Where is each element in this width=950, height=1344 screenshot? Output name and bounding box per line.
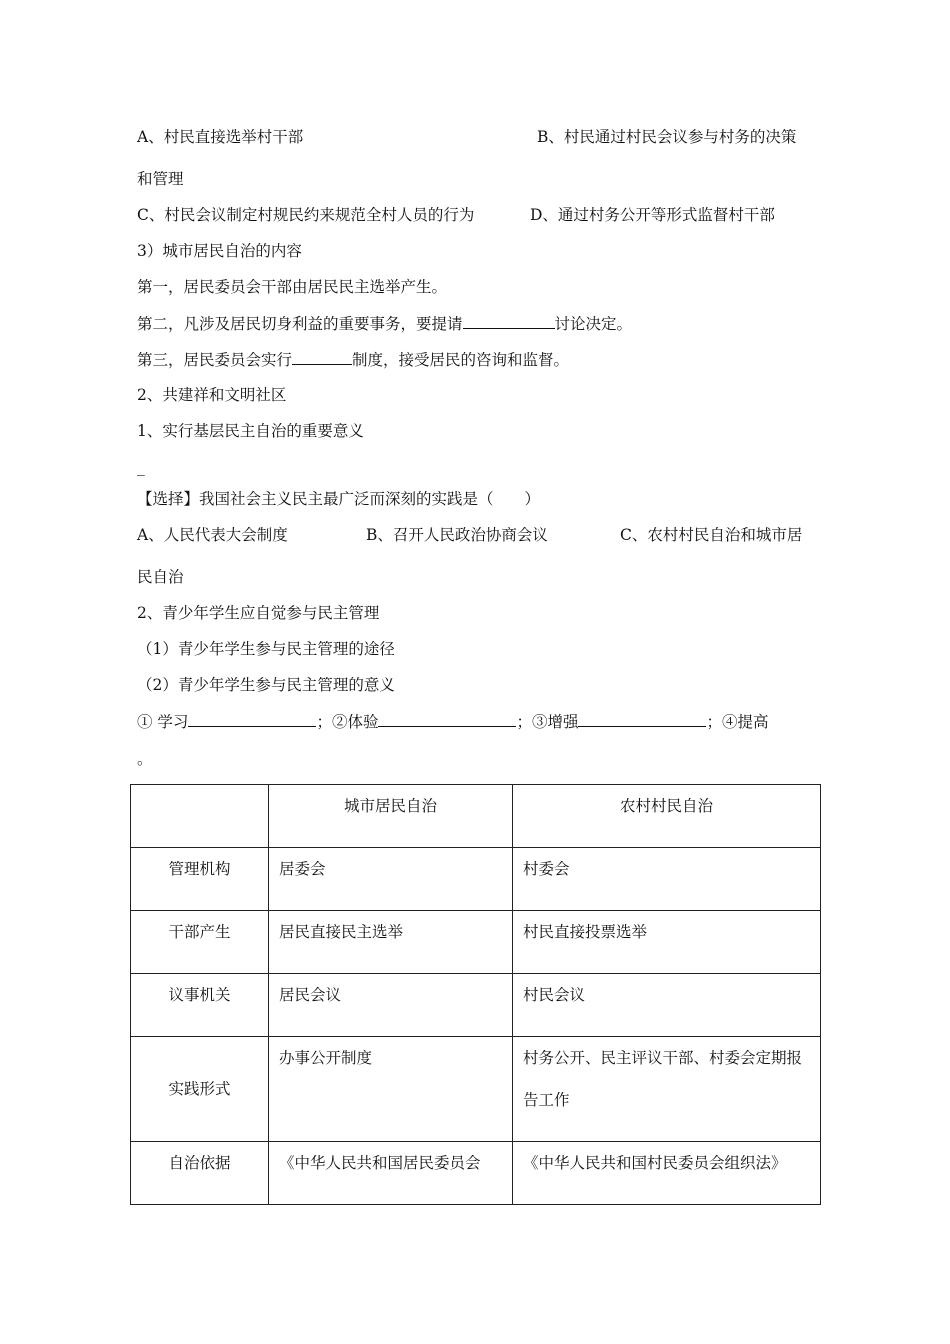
q1-option-b: B、村民通过村民会议参与村务的决策 (537, 128, 797, 146)
table-row (131, 1037, 821, 1142)
row-label: 管理机构 (131, 848, 269, 911)
youth-sub1: （1）青少年学生参与民主管理的途径 (137, 640, 395, 658)
header-rural: 农村村民自治 (513, 785, 821, 848)
point2-text-after: 讨论决定。 (554, 315, 633, 333)
point3-blank (292, 349, 352, 365)
rural-cell: 村民会议 (513, 974, 821, 1037)
row-label: 实践形式 (131, 1037, 269, 1142)
table-header-row (131, 785, 821, 848)
table-row (131, 848, 821, 911)
section3-title: 3）城市居民自治的内容 (137, 242, 302, 260)
choice-option-b: B、召开人民政治协商会议 (366, 526, 548, 544)
table-row (131, 911, 821, 974)
item3-blank (578, 711, 706, 727)
section3-point2 (137, 313, 632, 334)
city-cell: 办事公开制度 (269, 1037, 513, 1142)
heading-significance: 1、实行基层民主自治的重要意义 (137, 422, 364, 440)
youth-items (137, 711, 768, 732)
section3-point3 (137, 349, 569, 370)
choice-option-a: A、人民代表大会制度 (137, 526, 288, 544)
point3-text-after: 制度，接受居民的咨询和监督。 (352, 351, 570, 369)
row-label: 自治依据 (131, 1142, 269, 1205)
choice-option-c-continued: 民自治 (137, 568, 184, 586)
city-cell: 居民会议 (269, 974, 513, 1037)
header-city: 城市居民自治 (269, 785, 513, 848)
rural-cell: 村民直接投票选举 (513, 911, 821, 974)
youth-end: 。 (137, 750, 153, 768)
point2-text-before: 第二，凡涉及居民切身利益的重要事务，要提请 (137, 315, 463, 333)
item4-label: ；④提高 (706, 713, 769, 731)
item2-blank (378, 711, 516, 727)
row-label: 干部产生 (131, 911, 269, 974)
city-cell: 《中华人民共和国居民委员会 (269, 1142, 513, 1205)
choice-option-c: C、农村村民自治和城市居 (620, 526, 803, 544)
rural-cell: 村委会 (513, 848, 821, 911)
item1-label: ① 学习 (137, 713, 189, 731)
q1-option-b-continued: 和管理 (137, 170, 184, 188)
dash-mark: _ (137, 458, 145, 476)
row-label: 议事机关 (131, 974, 269, 1037)
table-row (131, 974, 821, 1037)
city-cell: 居委会 (269, 848, 513, 911)
youth-heading: 2、青少年学生应自觉参与民主管理 (137, 604, 380, 622)
q1-option-a: A、村民直接选举村干部 (137, 128, 304, 146)
item1-blank (188, 711, 316, 727)
item3-label: ；③增强 (516, 713, 579, 731)
youth-sub2: （2）青少年学生参与民主管理的意义 (137, 676, 395, 694)
heading-community: 2、共建祥和文明社区 (137, 386, 287, 404)
rural-cell: 村务公开、民主评议干部、村委会定期报告工作 (513, 1037, 821, 1142)
q1-option-c: C、村民会议制定村规民约来规范全村人员的行为 (137, 206, 475, 224)
header-empty (131, 785, 269, 848)
rural-cell: 《中华人民共和国村民委员会组织法》 (513, 1142, 821, 1205)
city-cell: 居民直接民主选举 (269, 911, 513, 974)
q1-option-d: D、通过村务公开等形式监督村干部 (530, 206, 775, 224)
table-row (131, 1142, 821, 1205)
comparison-table (130, 784, 821, 1205)
point2-blank (463, 313, 555, 329)
choice-prompt: 【选择】我国社会主义民主最广泛而深刻的实践是（ ） (137, 490, 541, 508)
section3-point1: 第一，居民委员会干部由居民民主选举产生。 (137, 278, 448, 296)
point3-text-before: 第三，居民委员会实行 (137, 351, 293, 369)
item2-label: ；②体验 (316, 713, 379, 731)
